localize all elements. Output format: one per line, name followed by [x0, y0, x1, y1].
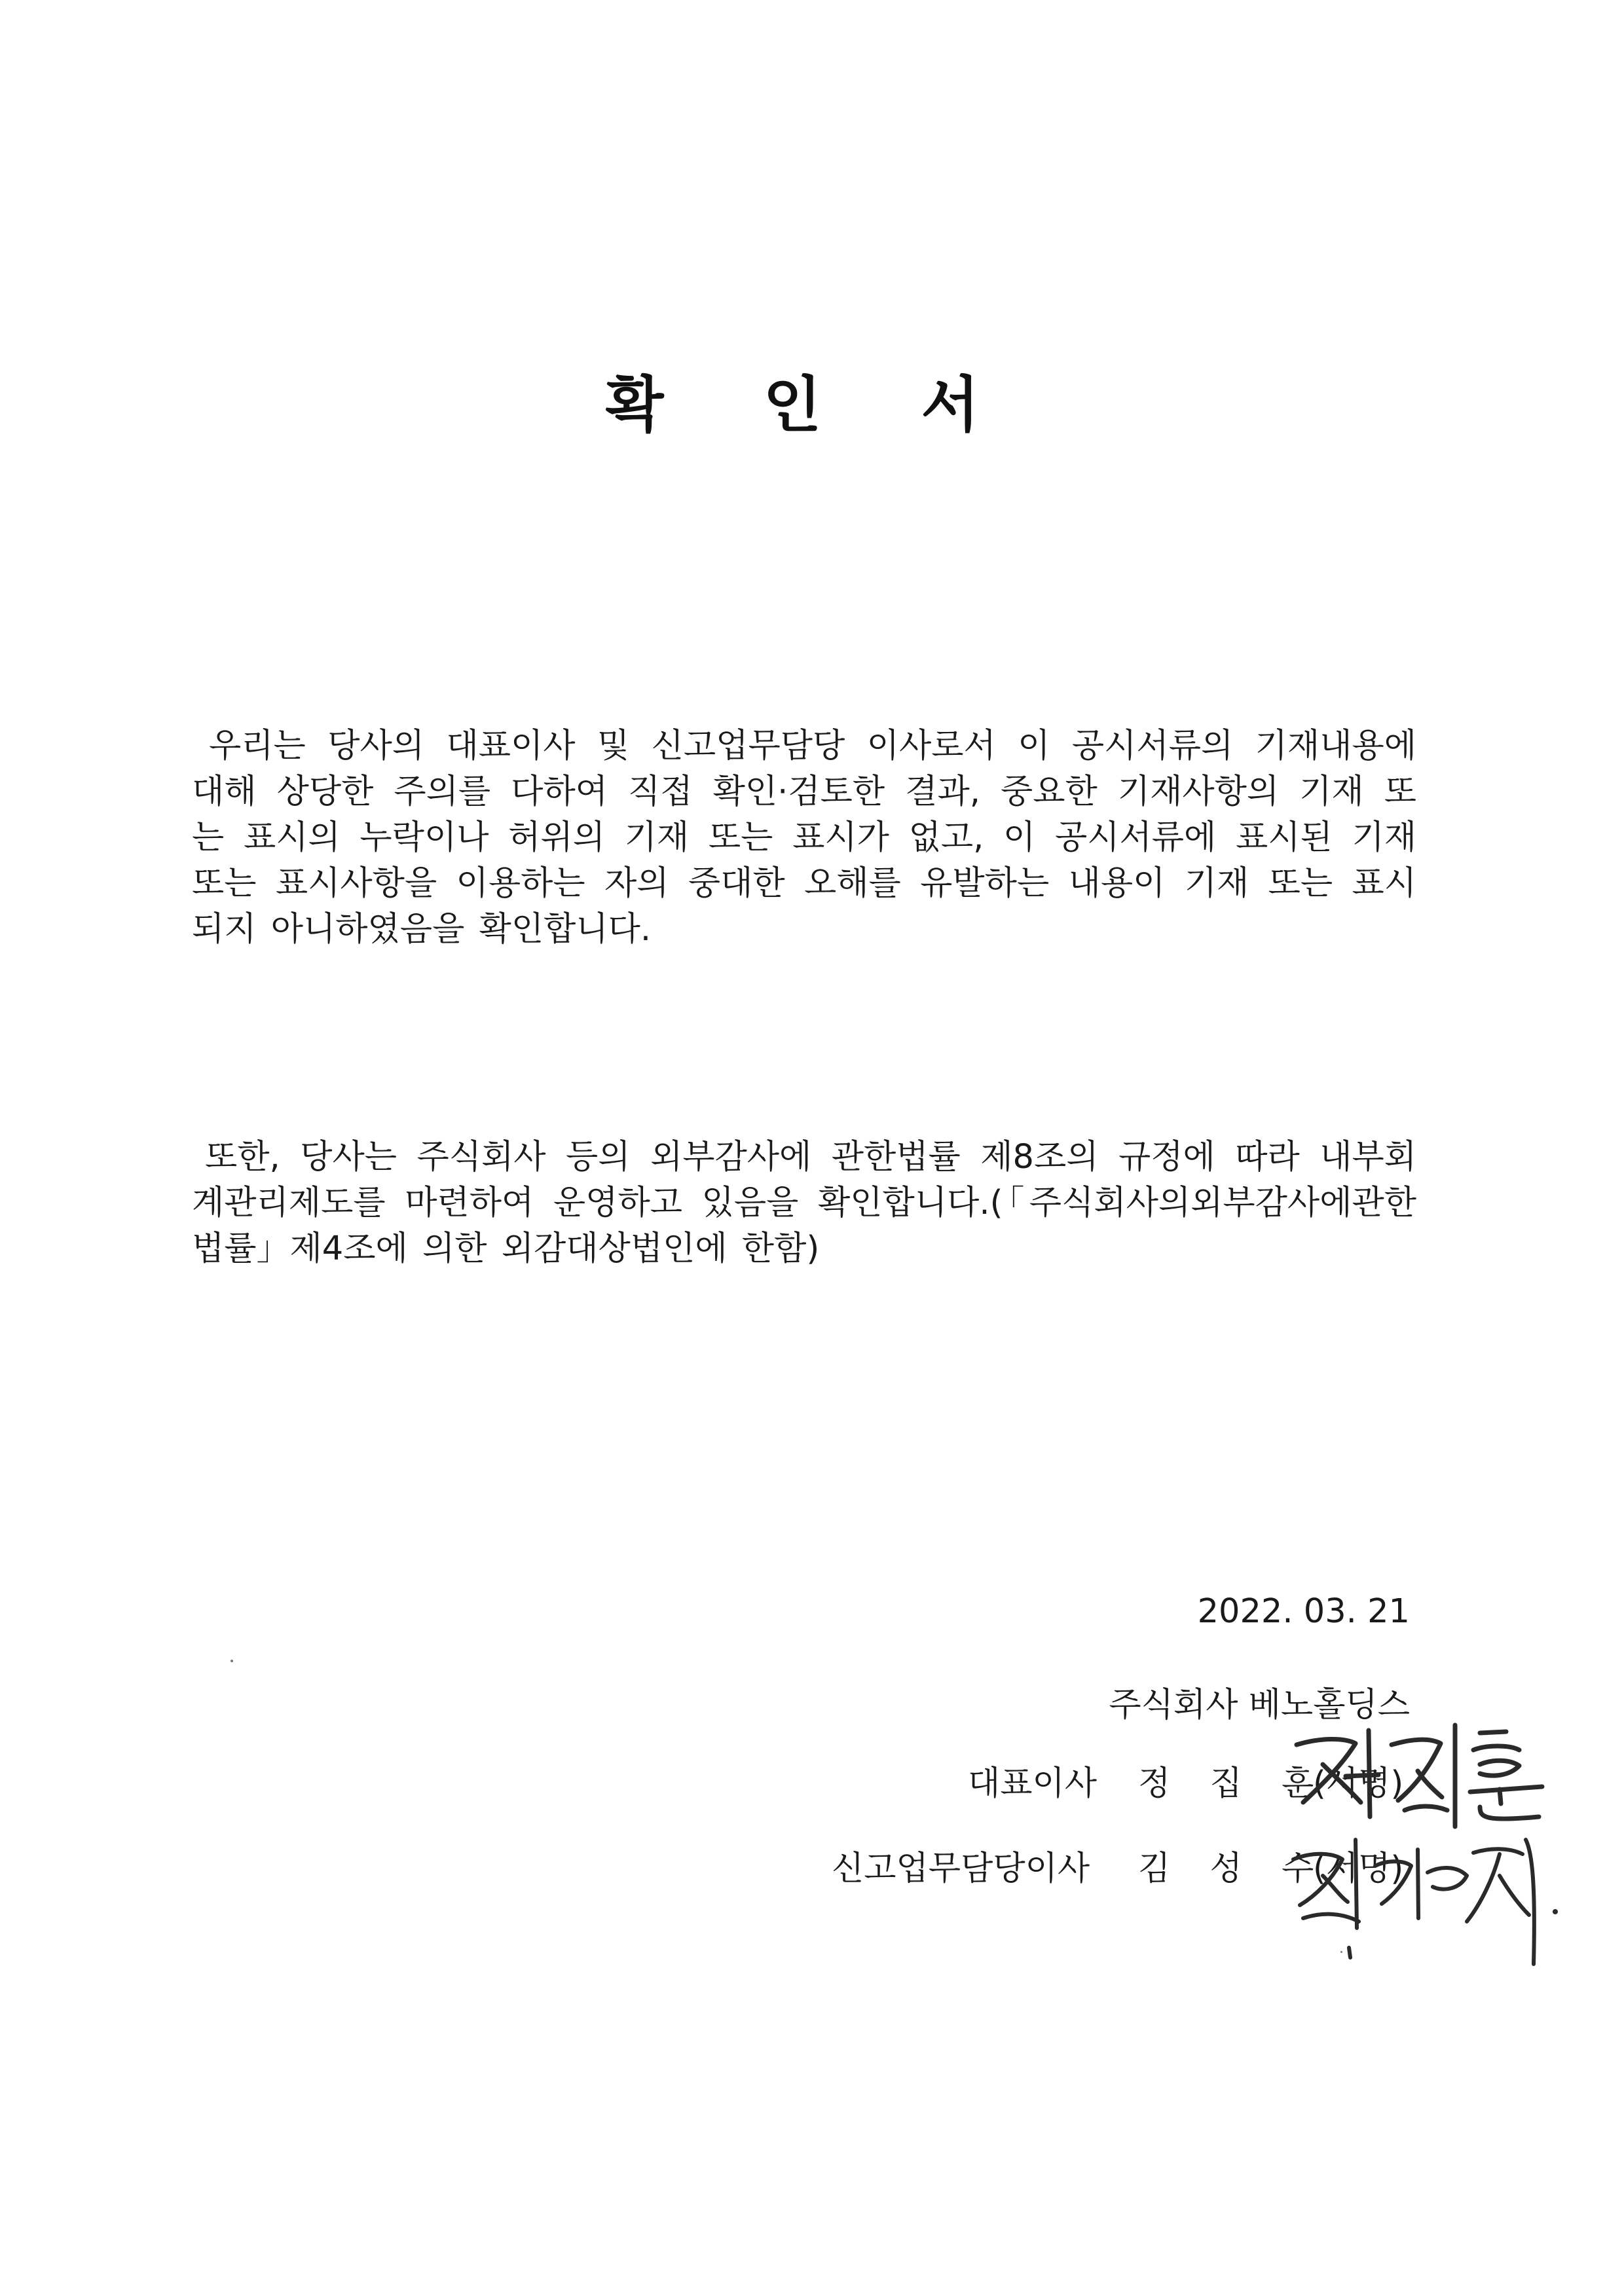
- document-title: 확 인 서: [605, 370, 1019, 440]
- internal-control-paragraph: [192, 1135, 1416, 1272]
- scan-speck: [231, 1660, 233, 1662]
- scan-speck: [1340, 1951, 1342, 1953]
- company-name: 주식회사 베노홀딩스: [1109, 1686, 1410, 1724]
- signatory-role: 신고업무담당이사: [832, 1850, 1090, 1888]
- paragraph-line: 또는 표시사항을 이용하는 자의 중대한 오해를 유발하는 내용이 기재 또는 표시: [192, 864, 1416, 903]
- signatory-role: 대표이사: [968, 1764, 1098, 1803]
- handwritten-signature-disclosure-officer: [1277, 1813, 1565, 1977]
- paragraph-line: 계관리제도를 마련하여 운영하고 있음을 확인합니다.(「주식회사의외부감사에관한: [192, 1184, 1416, 1222]
- sign-note: (서명): [1313, 1850, 1404, 1888]
- sign-note: (서명): [1313, 1764, 1404, 1803]
- signatory-name: 정 집 훈: [1138, 1764, 1329, 1803]
- confirmation-paragraph: [192, 723, 1416, 953]
- document-date: 2022. 03. 21: [1197, 1592, 1410, 1631]
- paragraph-line: 는 표시의 누락이나 허위의 기재 또는 표시가 없고, 이 공시서류에 표시된 기재: [192, 818, 1416, 857]
- paragraph-line: 또한, 당사는 주식회사 등의 외부감사에 관한법률 제8조의 규정에 따라 내부회: [205, 1138, 1416, 1176]
- paragraph-line: 되지 아니하였음을 확인합니다.: [192, 910, 652, 949]
- paragraph-line: 우리는 당사의 대표이사 및 신고업무담당 이사로서 이 공시서류의 기재내용에: [209, 727, 1416, 765]
- paragraph-line: 법률」제4조에 의한 외감대상법인에 한함): [192, 1230, 820, 1268]
- paragraph-line: 대해 상당한 주의를 다하여 직접 확인·검토한 결과, 중요한 기재사항의 기재 또: [192, 773, 1416, 811]
- signatory-name: 김 성 수: [1138, 1850, 1329, 1888]
